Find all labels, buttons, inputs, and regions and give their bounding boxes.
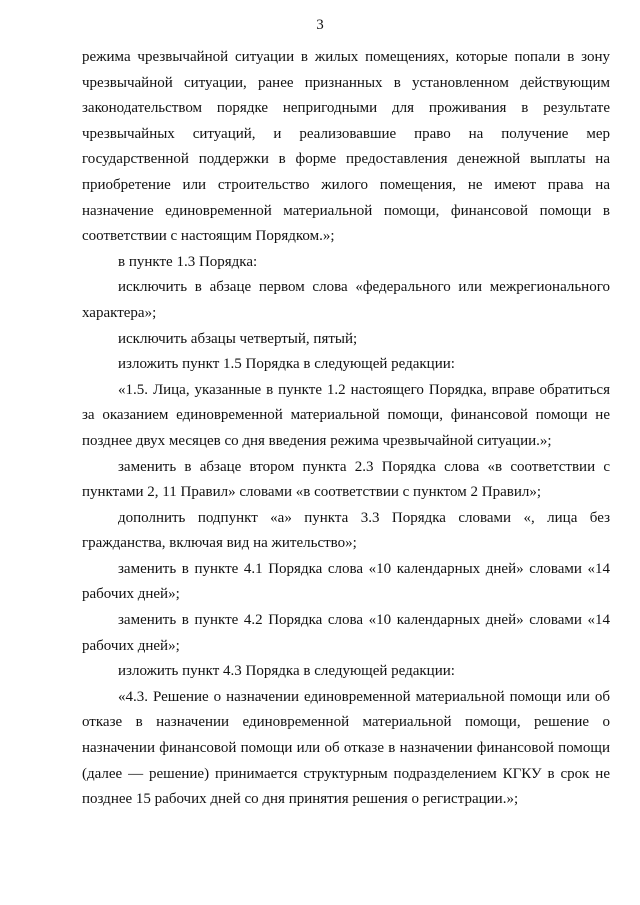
paragraph-item-2-3: заменить в абзаце втором пункта 2.3 Порядка слова «в соответствии с пунктами 2, 11 Правил» словами «в соответствии с пунктом 2 Правил»;: [82, 458, 610, 501]
paragraph-item-1-5-intro: изложить пункт 1.5 Порядка в следующей редакции:: [118, 356, 455, 373]
paragraph-exclude-words: исключить в абзаце первом слова «федерального или межрегионального характера»;: [82, 279, 610, 321]
paragraph-item-1-3: в пункте 1.3 Порядка:: [118, 253, 258, 270]
page-number: 3: [316, 17, 324, 33]
document-body: [82, 45, 610, 813]
paragraph-item-4-3-intro: изложить пункт 4.3 Порядка в следующей редакции:: [118, 663, 455, 680]
paragraph-item-1-5-text: «1.5. Лица, указанные в пункте 1.2 настоящего Порядка, вправе обратиться за оказанием единовременной материальной помощи, финансовой помощи не позднее двух месяцев со дня введения режима чрезвычайной ситуации.»;: [82, 381, 610, 449]
paragraph-item-3-3: дополнить подпункт «а» пункта 3.3 Порядка словами «, лица без гражданства, включая вид на жительство»;: [82, 509, 610, 552]
paragraph-item-4-1: заменить в пункте 4.1 Порядка слова «10 календарных дней» словами «14 рабочих дней»;: [82, 560, 610, 603]
paragraph-item-4-2: заменить в пункте 4.2 Порядка слова «10 календарных дней» словами «14 рабочих дней»;: [82, 612, 610, 654]
paragraph-continuation: режима чрезвычайной ситуации в жилых помещениях, которые попали в зону чрезвычайной ситуации, ранее признанных в установленном действующим законодательством порядке непригодными для проживания в результате чрезвычайных ситуаций, и реализовавшие право на получение мер государственной поддержки в форме предоставления денежной выплаты на приобретение или строительство жилого помещения, не имеют права на назначение единовременной материальной помощи, финансовой помощи в соответствии с настоящим Порядком.»;: [82, 49, 610, 245]
paragraph-exclude-subparagraphs: исключить абзацы четвертый, пятый;: [118, 330, 358, 347]
paragraph-item-4-3-text: «4.3. Решение о назначении единовременной материальной помощи или об отказе в назначении единовременной материальной помощи, решение о назначении финансовой помощи или об отказе в назначении финансовой помощи (далее — решение) принимается структурным подразделением КГКУ в срок не позднее 15 рабочих дней со дня принятия решения о регистрации.»;: [82, 688, 610, 808]
